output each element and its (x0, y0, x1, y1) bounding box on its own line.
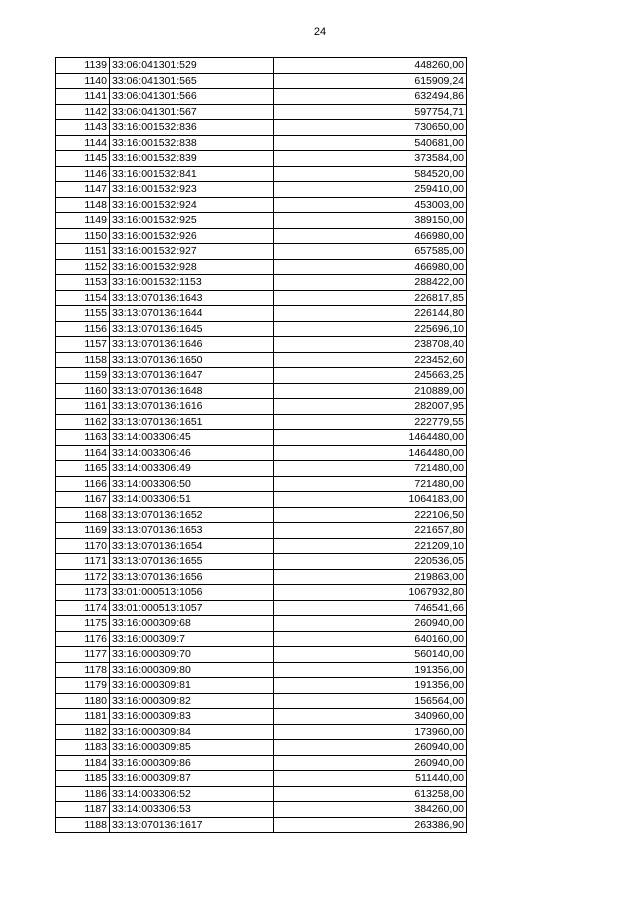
row-number: 1169 (56, 523, 110, 539)
cadastral-value: 156564,00 (274, 693, 467, 709)
cadastral-number: 33:13:070136:1617 (110, 817, 274, 833)
table-row (56, 817, 467, 833)
table-row (56, 507, 467, 523)
cadastral-number: 33:16:000309:86 (110, 755, 274, 771)
cadastral-value: 389150,00 (274, 213, 467, 229)
cadastral-number: 33:06:041301:566 (110, 89, 274, 105)
cadastral-value: 1064183,00 (274, 492, 467, 508)
cadastral-number: 33:16:001532:841 (110, 166, 274, 182)
cadastral-value: 511440,00 (274, 771, 467, 787)
cadastral-number: 33:16:000309:87 (110, 771, 274, 787)
cadastral-value: 219863,00 (274, 569, 467, 585)
row-number: 1163 (56, 430, 110, 446)
table-row (56, 461, 467, 477)
table-row (56, 476, 467, 492)
table-row (56, 662, 467, 678)
cadastral-number: 33:06:041301:565 (110, 73, 274, 89)
row-number: 1160 (56, 383, 110, 399)
cadastral-number: 33:16:001532:926 (110, 228, 274, 244)
table-row (56, 771, 467, 787)
cadastral-number: 33:14:003306:46 (110, 445, 274, 461)
row-number: 1177 (56, 647, 110, 663)
cadastral-value: 191356,00 (274, 662, 467, 678)
table-row (56, 554, 467, 570)
table-row (56, 166, 467, 182)
cadastral-value: 173960,00 (274, 724, 467, 740)
table-row (56, 104, 467, 120)
table-row (56, 569, 467, 585)
row-number: 1146 (56, 166, 110, 182)
cadastral-number: 33:14:003306:53 (110, 802, 274, 818)
cadastral-value: 191356,00 (274, 678, 467, 694)
table-row (56, 616, 467, 632)
cadastral-number: 33:16:001532:927 (110, 244, 274, 260)
cadastral-value: 640160,00 (274, 631, 467, 647)
row-number: 1180 (56, 693, 110, 709)
table-row (56, 244, 467, 260)
row-number: 1179 (56, 678, 110, 694)
cadastral-value: 210889,00 (274, 383, 467, 399)
cadastral-value: 1464480,00 (274, 445, 467, 461)
cadastral-number: 33:13:070136:1651 (110, 414, 274, 430)
cadastral-value: 260940,00 (274, 755, 467, 771)
cadastral-value: 632494,86 (274, 89, 467, 105)
row-number: 1168 (56, 507, 110, 523)
row-number: 1167 (56, 492, 110, 508)
row-number: 1172 (56, 569, 110, 585)
row-number: 1155 (56, 306, 110, 322)
table-body (56, 58, 467, 833)
table-row (56, 585, 467, 601)
table-row (56, 89, 467, 105)
cadastral-value: 221657,80 (274, 523, 467, 539)
row-number: 1145 (56, 151, 110, 167)
cadastral-number: 33:14:003306:45 (110, 430, 274, 446)
cadastral-value: 373584,00 (274, 151, 467, 167)
cadastral-value: 597754,71 (274, 104, 467, 120)
row-number: 1165 (56, 461, 110, 477)
table-row (56, 445, 467, 461)
page-number: 24 (313, 26, 327, 38)
row-number: 1181 (56, 709, 110, 725)
row-number: 1187 (56, 802, 110, 818)
cadastral-number: 33:01:000513:1057 (110, 600, 274, 616)
cadastral-value: 466980,00 (274, 228, 467, 244)
cadastral-number: 33:13:070136:1655 (110, 554, 274, 570)
cadastral-number: 33:14:003306:51 (110, 492, 274, 508)
cadastral-value: 260940,00 (274, 616, 467, 632)
cadastral-number: 33:16:001532:838 (110, 135, 274, 151)
cadastral-value: 448260,00 (274, 58, 467, 74)
cadastral-number: 33:13:070136:1616 (110, 399, 274, 415)
cadastral-value: 226817,85 (274, 290, 467, 306)
cadastral-value: 721480,00 (274, 461, 467, 477)
cadastral-value: 288422,00 (274, 275, 467, 291)
row-number: 1184 (56, 755, 110, 771)
cadastral-number: 33:13:070136:1645 (110, 321, 274, 337)
row-number: 1182 (56, 724, 110, 740)
table-row (56, 786, 467, 802)
cadastral-number: 33:13:070136:1646 (110, 337, 274, 353)
cadastral-value: 263386,90 (274, 817, 467, 833)
cadastral-number: 33:16:000309:85 (110, 740, 274, 756)
cadastral-number: 33:13:070136:1652 (110, 507, 274, 523)
row-number: 1152 (56, 259, 110, 275)
cadastral-number: 33:16:000309:81 (110, 678, 274, 694)
table-row (56, 383, 467, 399)
cadastral-number: 33:16:000309:70 (110, 647, 274, 663)
cadastral-value: 746541,66 (274, 600, 467, 616)
cadastral-number: 33:16:001532:923 (110, 182, 274, 198)
cadastral-number: 33:16:001532:928 (110, 259, 274, 275)
table-row (56, 120, 467, 136)
table-row (56, 600, 467, 616)
cadastral-value: 657585,00 (274, 244, 467, 260)
cadastral-value: 1464480,00 (274, 430, 467, 446)
table-row (56, 321, 467, 337)
table-row (56, 399, 467, 415)
row-number: 1170 (56, 538, 110, 554)
cadastral-value: 613258,00 (274, 786, 467, 802)
row-number: 1171 (56, 554, 110, 570)
table-row (56, 197, 467, 213)
row-number: 1148 (56, 197, 110, 213)
table-row (56, 523, 467, 539)
row-number: 1157 (56, 337, 110, 353)
table-row (56, 352, 467, 368)
table-row (56, 73, 467, 89)
table-row (56, 709, 467, 725)
cadastral-value: 260940,00 (274, 740, 467, 756)
cadastral-value: 340960,00 (274, 709, 467, 725)
cadastral-value: 245663,25 (274, 368, 467, 384)
cadastral-number: 33:16:000309:83 (110, 709, 274, 725)
cadastral-value: 466980,00 (274, 259, 467, 275)
cadastral-number: 33:06:041301:567 (110, 104, 274, 120)
cadastral-number: 33:01:000513:1056 (110, 585, 274, 601)
row-number: 1166 (56, 476, 110, 492)
cadastral-number: 33:13:070136:1644 (110, 306, 274, 322)
table-row (56, 213, 467, 229)
table-row (56, 724, 467, 740)
row-number: 1174 (56, 600, 110, 616)
row-number: 1186 (56, 786, 110, 802)
row-number: 1176 (56, 631, 110, 647)
row-number: 1143 (56, 120, 110, 136)
row-number: 1141 (56, 89, 110, 105)
cadastral-value: 223452,60 (274, 352, 467, 368)
table-row (56, 430, 467, 446)
row-number: 1156 (56, 321, 110, 337)
cadastral-number: 33:06:041301:529 (110, 58, 274, 74)
row-number: 1150 (56, 228, 110, 244)
row-number: 1147 (56, 182, 110, 198)
cadastral-value: 384260,00 (274, 802, 467, 818)
cadastral-number: 33:13:070136:1653 (110, 523, 274, 539)
cadastral-value: 540681,00 (274, 135, 467, 151)
cadastral-value: 226144,80 (274, 306, 467, 322)
cadastral-number: 33:13:070136:1654 (110, 538, 274, 554)
cadastral-value: 238708,40 (274, 337, 467, 353)
table-row (56, 275, 467, 291)
table-row (56, 740, 467, 756)
cadastral-number: 33:16:000309:84 (110, 724, 274, 740)
cadastral-number: 33:16:000309:7 (110, 631, 274, 647)
cadastral-number: 33:13:070136:1648 (110, 383, 274, 399)
row-number: 1173 (56, 585, 110, 601)
cadastral-value: 584520,00 (274, 166, 467, 182)
cadastral-number: 33:16:001532:925 (110, 213, 274, 229)
cadastral-table (55, 57, 467, 833)
table-row (56, 337, 467, 353)
cadastral-number: 33:13:070136:1647 (110, 368, 274, 384)
row-number: 1161 (56, 399, 110, 415)
row-number: 1153 (56, 275, 110, 291)
cadastral-value: 222106,50 (274, 507, 467, 523)
table-row (56, 414, 467, 430)
row-number: 1140 (56, 73, 110, 89)
table-row (56, 290, 467, 306)
cadastral-value: 721480,00 (274, 476, 467, 492)
cadastral-value: 282007,95 (274, 399, 467, 415)
cadastral-number: 33:13:070136:1656 (110, 569, 274, 585)
cadastral-value: 225696,10 (274, 321, 467, 337)
row-number: 1149 (56, 213, 110, 229)
table-row (56, 182, 467, 198)
table-row (56, 538, 467, 554)
table-row (56, 678, 467, 694)
row-number: 1162 (56, 414, 110, 430)
cadastral-number: 33:16:000309:82 (110, 693, 274, 709)
cadastral-value: 221209,10 (274, 538, 467, 554)
cadastral-value: 220536,05 (274, 554, 467, 570)
table-row (56, 368, 467, 384)
cadastral-number: 33:13:070136:1650 (110, 352, 274, 368)
cadastral-number: 33:16:001532:839 (110, 151, 274, 167)
cadastral-number: 33:14:003306:49 (110, 461, 274, 477)
table-row (56, 259, 467, 275)
row-number: 1185 (56, 771, 110, 787)
row-number: 1151 (56, 244, 110, 260)
cadastral-number: 33:13:070136:1643 (110, 290, 274, 306)
cadastral-value: 453003,00 (274, 197, 467, 213)
table-row (56, 58, 467, 74)
cadastral-value: 615909,24 (274, 73, 467, 89)
table-row (56, 492, 467, 508)
table-row (56, 755, 467, 771)
table-row (56, 306, 467, 322)
row-number: 1188 (56, 817, 110, 833)
row-number: 1154 (56, 290, 110, 306)
cadastral-number: 33:14:003306:50 (110, 476, 274, 492)
cadastral-number: 33:16:000309:68 (110, 616, 274, 632)
table-row (56, 647, 467, 663)
cadastral-number: 33:16:000309:80 (110, 662, 274, 678)
table-row (56, 631, 467, 647)
table-row (56, 151, 467, 167)
table-row (56, 693, 467, 709)
cadastral-number: 33:16:001532:924 (110, 197, 274, 213)
row-number: 1175 (56, 616, 110, 632)
cadastral-value: 259410,00 (274, 182, 467, 198)
row-number: 1159 (56, 368, 110, 384)
cadastral-number: 33:16:001532:836 (110, 120, 274, 136)
row-number: 1139 (56, 58, 110, 74)
row-number: 1158 (56, 352, 110, 368)
row-number: 1164 (56, 445, 110, 461)
table-row (56, 135, 467, 151)
cadastral-number: 33:14:003306:52 (110, 786, 274, 802)
row-number: 1144 (56, 135, 110, 151)
cadastral-value: 730650,00 (274, 120, 467, 136)
cadastral-value: 222779,55 (274, 414, 467, 430)
row-number: 1142 (56, 104, 110, 120)
table-row (56, 802, 467, 818)
cadastral-value: 1067932,80 (274, 585, 467, 601)
table-row (56, 228, 467, 244)
row-number: 1178 (56, 662, 110, 678)
cadastral-value: 560140,00 (274, 647, 467, 663)
cadastral-number: 33:16:001532:1153 (110, 275, 274, 291)
row-number: 1183 (56, 740, 110, 756)
